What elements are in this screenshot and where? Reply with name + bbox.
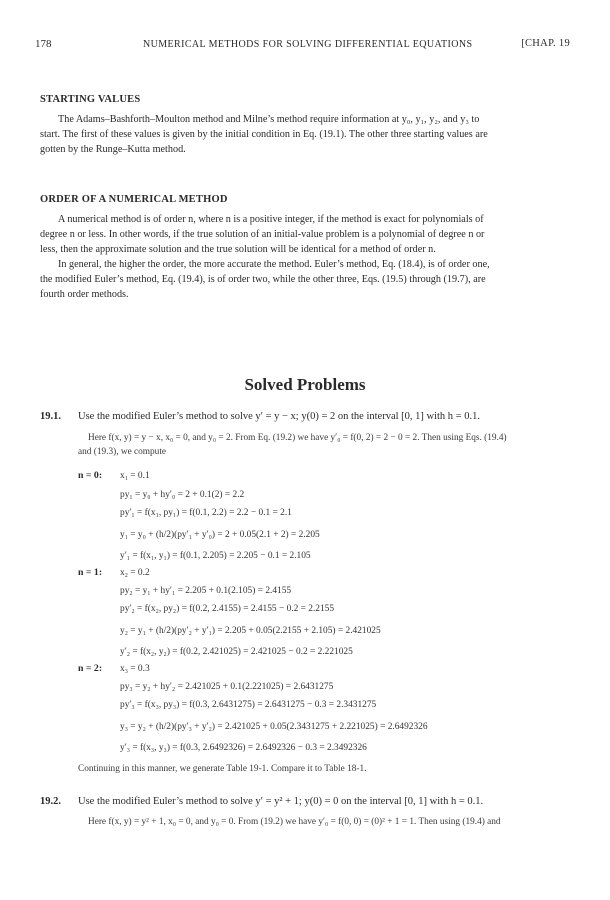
solution-intro <box>78 815 573 829</box>
equation: y′₂ = f(x₂, y₂) = f(0.2, 2.421025) = 2.421025 − 0.2 = 2.221025 <box>120 647 353 657</box>
equation: py′₃ = f(x₃, py₃) = f(0.3, 2.6431275) = 2.6431275 − 0.3 = 2.3431275 <box>120 700 377 710</box>
equation: y₂ = y₁ + (h/2)(py′₂ + y′₁) = 2.205 + 0.05(2.2155 + 2.105) = 2.421025 <box>120 626 381 636</box>
order-paragraph-1 <box>40 212 570 257</box>
problem-number: 19.1. <box>40 411 61 422</box>
step-label: n = 1: <box>78 567 103 578</box>
text-line: Here f(x, y) = y² + 1, x₀ = 0, and y₀ = 0. From (19.2) we have y′₀ = f(0, 0) = (0)² + 1 = 1. Then using (19.4) and <box>88 817 501 827</box>
page-number: 178 <box>35 38 52 50</box>
equation: x₃ = 0.3 <box>120 664 150 674</box>
text-line: fourth order methods. <box>40 289 129 300</box>
text-line: and (19.3), we compute <box>78 447 167 457</box>
order-paragraph-2 <box>40 257 570 302</box>
text-line: less, then the approximate solution and the true solution will be identical for a method of order n. <box>40 244 436 255</box>
equation: x₁ = 0.1 <box>120 471 150 481</box>
chapter-label: [CHAP. 19 <box>521 38 570 49</box>
equation: y₁ = y₀ + (h/2)(py′₁ + y′₀) = 2 + 0.05(2.1 + 2) = 2.205 <box>120 530 320 540</box>
equation: y′₁ = f(x₁, y₁) = f(0.1, 2.205) = 2.205 − 0.1 = 2.105 <box>120 551 311 561</box>
equation: py₃ = y₂ + hy′₂ = 2.421025 + 0.1(2.221025) = 2.6431275 <box>120 682 334 692</box>
running-title: NUMERICAL METHODS FOR SOLVING DIFFERENTIAL EQUATIONS <box>143 39 473 50</box>
equation: x₂ = 0.2 <box>120 568 150 578</box>
solved-problems-title: Solved Problems <box>244 375 366 394</box>
text-line: Here f(x, y) = y − x, x₀ = 0, and y₀ = 2. From Eq. (19.2) we have y′₀ = f(0, 2) = 2 − 0 = 2. Then using Eqs. (19.4) <box>88 433 507 443</box>
step-label: n = 2: <box>78 663 103 674</box>
equation: py′₁ = f(x₁, py₁) = f(0.1, 2.2) = 2.2 − 0.1 = 2.1 <box>120 508 292 518</box>
continuation-note: Continuing in this manner, we generate Table 19-1. Compare it to Table 18-1. <box>78 764 367 774</box>
solution-intro <box>78 431 573 459</box>
text-line: the modified Euler’s method, Eq. (19.4), is of order two, while the other three, Eqs. (19.5) through (19.7), are <box>40 274 486 285</box>
text-line: gotten by the Runge–Kutta method. <box>40 144 186 155</box>
text-line: A numerical method is of order n, where n is a positive integer, if the method is exact for polynomials of <box>58 214 484 225</box>
starting-values-paragraph <box>40 112 570 157</box>
equation: py′₂ = f(x₂, py₂) = f(0.2, 2.4155) = 2.4155 − 0.2 = 2.2155 <box>120 604 335 614</box>
equation: y′₃ = f(x₃, y₃) = f(0.3, 2.6492326) = 2.6492326 − 0.3 = 2.3492326 <box>120 743 367 753</box>
text-line: degree n or less. In other words, if the true solution of an initial-value problem is a polynomial of degree n or <box>40 229 485 240</box>
problem-statement: Use the modified Euler’s method to solve y′ = y² + 1; y(0) = 0 on the interval [0, 1] with h = 0.1. <box>78 796 484 807</box>
running-header <box>35 38 570 52</box>
section-heading-order: ORDER OF A NUMERICAL METHOD <box>40 194 228 205</box>
equation: py₂ = y₁ + hy′₁ = 2.205 + 0.1(2.105) = 2.4155 <box>120 586 292 596</box>
step-label: n = 0: <box>78 470 103 481</box>
problem-statement: Use the modified Euler’s method to solve y′ = y − x; y(0) = 2 on the interval [0, 1] with h = 0.1. <box>78 411 480 422</box>
text-line: The Adams–Bashforth–Moulton method and Milne’s method require information at y₀, y₁, y₂, and y₃ to <box>58 114 480 125</box>
section-heading-starting-values: STARTING VALUES <box>40 94 141 105</box>
text-line: start. The first of these values is given by the initial condition in Eq. (19.1). The other three starting values are <box>40 129 488 140</box>
equation: y₃ = y₂ + (h/2)(py′₃ + y′₂) = 2.421025 + 0.05(2.3431275 + 2.221025) = 2.6492326 <box>120 722 428 732</box>
equation: py₁ = y₀ + hy′₀ = 2 + 0.1(2) = 2.2 <box>120 490 245 500</box>
text-line: In general, the higher the order, the more accurate the method. Euler’s method, Eq. (18.4), is of order one, <box>58 259 490 270</box>
problem-number: 19.2. <box>40 796 61 807</box>
